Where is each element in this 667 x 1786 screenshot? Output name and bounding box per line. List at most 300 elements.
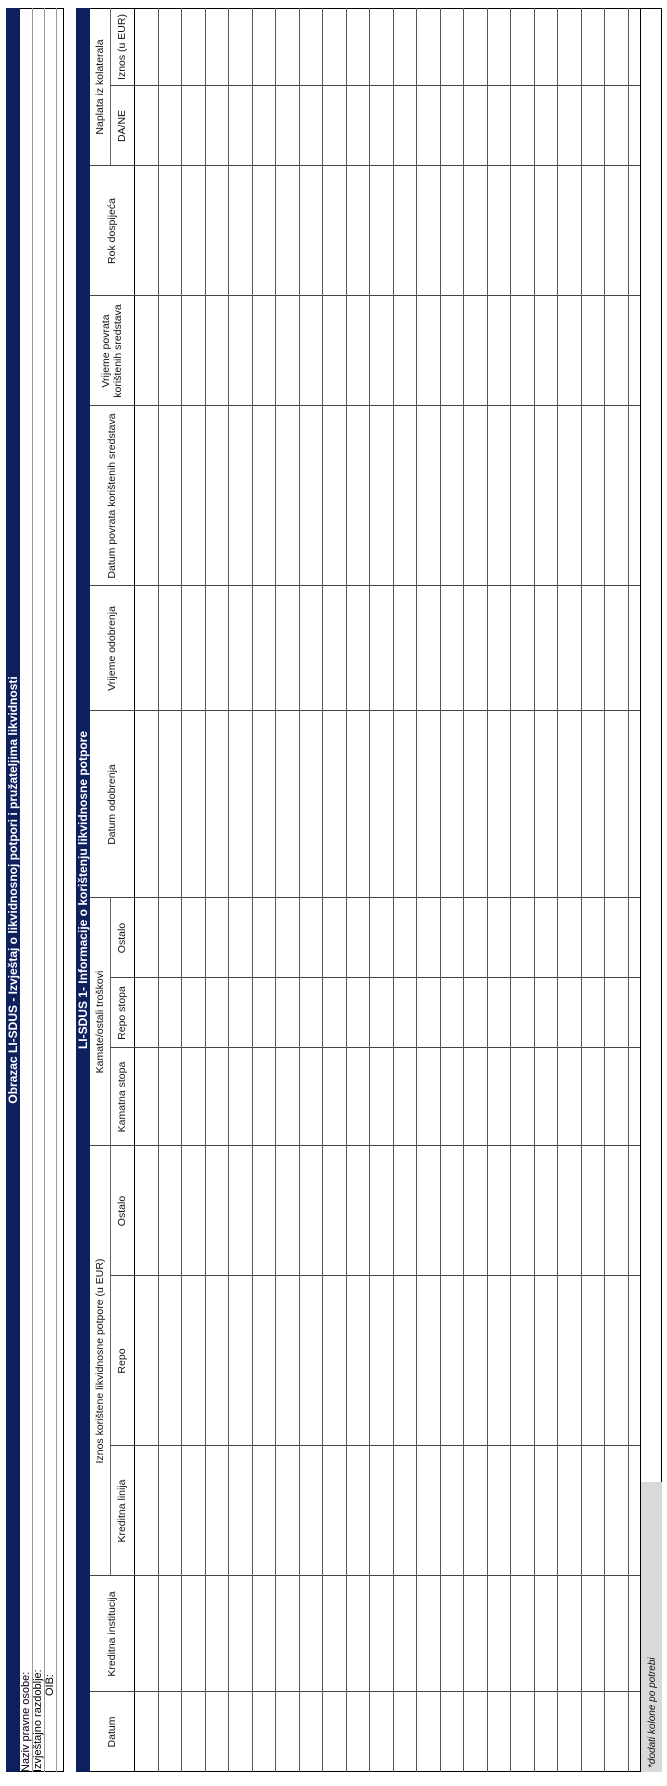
table-cell[interactable] <box>558 407 580 585</box>
table-cell[interactable] <box>488 1447 510 1575</box>
table-cell[interactable] <box>464 1577 486 1691</box>
table-cell[interactable] <box>229 1577 251 1691</box>
table-cell[interactable] <box>182 1447 204 1575</box>
table-cell[interactable] <box>370 297 392 405</box>
table-cell[interactable] <box>300 87 322 165</box>
table-cell[interactable] <box>276 1277 298 1445</box>
table-cell[interactable] <box>206 1049 228 1145</box>
table-cell[interactable] <box>582 712 604 897</box>
table-cell[interactable] <box>323 1277 345 1445</box>
table-cell[interactable] <box>488 1693 510 1771</box>
table-cell[interactable] <box>229 979 251 1047</box>
table-cell[interactable] <box>229 1447 251 1575</box>
table-cell[interactable] <box>159 1693 181 1771</box>
table-cell[interactable] <box>558 87 580 165</box>
table-cell[interactable] <box>394 1447 416 1575</box>
table-cell[interactable] <box>558 1577 580 1691</box>
table-cell[interactable] <box>441 87 463 165</box>
table-cell[interactable] <box>300 1277 322 1445</box>
table-cell[interactable] <box>159 407 181 585</box>
table-cell[interactable] <box>605 1577 627 1691</box>
table-cell[interactable] <box>582 407 604 585</box>
table-cell[interactable] <box>370 1277 392 1445</box>
table-cell[interactable] <box>558 1049 580 1145</box>
table-cell[interactable] <box>323 407 345 585</box>
table-cell[interactable] <box>441 587 463 710</box>
table-cell[interactable] <box>535 1049 557 1145</box>
table-cell[interactable] <box>582 1447 604 1575</box>
table-cell[interactable] <box>394 1277 416 1445</box>
table-cell[interactable] <box>347 1447 369 1575</box>
table-cell[interactable] <box>323 587 345 710</box>
table-cell[interactable] <box>394 1577 416 1691</box>
table-cell[interactable] <box>206 167 228 295</box>
table-cell[interactable] <box>135 297 157 405</box>
table-cell[interactable] <box>558 1147 580 1275</box>
table-cell[interactable] <box>370 899 392 977</box>
table-cell[interactable] <box>417 1693 439 1771</box>
table-cell[interactable] <box>206 87 228 165</box>
table-cell[interactable] <box>558 587 580 710</box>
table-cell[interactable] <box>511 1577 533 1691</box>
table-cell[interactable] <box>182 712 204 897</box>
table-cell[interactable] <box>464 1693 486 1771</box>
table-cell[interactable] <box>159 87 181 165</box>
table-cell[interactable] <box>206 9 228 85</box>
table-cell[interactable] <box>417 407 439 585</box>
table-cell[interactable] <box>253 979 275 1047</box>
table-cell[interactable] <box>253 899 275 977</box>
table-cell[interactable] <box>182 1577 204 1691</box>
table-cell[interactable] <box>394 87 416 165</box>
table-cell[interactable] <box>558 1277 580 1445</box>
table-cell[interactable] <box>464 407 486 585</box>
table-cell[interactable] <box>300 9 322 85</box>
table-cell[interactable] <box>229 712 251 897</box>
table-cell[interactable] <box>206 407 228 585</box>
table-cell[interactable] <box>253 297 275 405</box>
table-cell[interactable] <box>229 1693 251 1771</box>
table-cell[interactable] <box>206 1277 228 1445</box>
table-cell[interactable] <box>582 9 604 85</box>
table-cell[interactable] <box>253 167 275 295</box>
table-cell[interactable] <box>300 167 322 295</box>
table-cell[interactable] <box>276 167 298 295</box>
table-cell[interactable] <box>511 1693 533 1771</box>
table-cell[interactable] <box>276 9 298 85</box>
table-cell[interactable] <box>464 1277 486 1445</box>
table-cell[interactable] <box>276 1147 298 1275</box>
table-cell[interactable] <box>300 1693 322 1771</box>
table-cell[interactable] <box>394 407 416 585</box>
table-cell[interactable] <box>417 1447 439 1575</box>
table-cell[interactable] <box>276 87 298 165</box>
table-cell[interactable] <box>582 979 604 1047</box>
table-cell[interactable] <box>206 587 228 710</box>
table-cell[interactable] <box>582 1049 604 1145</box>
table-cell[interactable] <box>159 979 181 1047</box>
table-cell[interactable] <box>417 712 439 897</box>
table-cell[interactable] <box>206 712 228 897</box>
table-cell[interactable] <box>229 1277 251 1445</box>
table-cell[interactable] <box>276 1577 298 1691</box>
table-cell[interactable] <box>182 87 204 165</box>
table-cell[interactable] <box>394 979 416 1047</box>
table-cell[interactable] <box>558 712 580 897</box>
table-cell[interactable] <box>253 1147 275 1275</box>
table-cell[interactable] <box>511 297 533 405</box>
table-cell[interactable] <box>511 167 533 295</box>
table-cell[interactable] <box>511 9 533 85</box>
table-cell[interactable] <box>159 9 181 85</box>
table-cell[interactable] <box>229 407 251 585</box>
table-cell[interactable] <box>323 9 345 85</box>
table-cell[interactable] <box>370 979 392 1047</box>
table-cell[interactable] <box>276 712 298 897</box>
table-cell[interactable] <box>582 587 604 710</box>
table-cell[interactable] <box>182 979 204 1047</box>
table-cell[interactable] <box>206 899 228 977</box>
table-cell[interactable] <box>441 1447 463 1575</box>
table-cell[interactable] <box>441 979 463 1047</box>
table-cell[interactable] <box>441 297 463 405</box>
table-cell[interactable] <box>276 587 298 710</box>
table-cell[interactable] <box>394 9 416 85</box>
table-cell[interactable] <box>464 1147 486 1275</box>
table-cell[interactable] <box>347 587 369 710</box>
table-cell[interactable] <box>347 1577 369 1691</box>
table-cell[interactable] <box>370 1447 392 1575</box>
table-cell[interactable] <box>441 1693 463 1771</box>
table-cell[interactable] <box>488 9 510 85</box>
table-cell[interactable] <box>488 1049 510 1145</box>
table-cell[interactable] <box>347 167 369 295</box>
table-cell[interactable] <box>558 979 580 1047</box>
table-cell[interactable] <box>464 1447 486 1575</box>
table-cell[interactable] <box>135 87 157 165</box>
table-cell[interactable] <box>558 297 580 405</box>
table-cell[interactable] <box>582 1277 604 1445</box>
table-cell[interactable] <box>464 297 486 405</box>
table-cell[interactable] <box>370 87 392 165</box>
table-cell[interactable] <box>488 297 510 405</box>
table-cell[interactable] <box>253 1049 275 1145</box>
table-cell[interactable] <box>347 899 369 977</box>
table-cell[interactable] <box>417 297 439 405</box>
table-cell[interactable] <box>182 1693 204 1771</box>
table-cell[interactable] <box>558 1693 580 1771</box>
table-cell[interactable] <box>135 899 157 977</box>
table-cell[interactable] <box>511 712 533 897</box>
table-cell[interactable] <box>417 1147 439 1275</box>
table-cell[interactable] <box>347 1693 369 1771</box>
table-cell[interactable] <box>441 407 463 585</box>
table-cell[interactable] <box>159 899 181 977</box>
table-cell[interactable] <box>182 1049 204 1145</box>
table-cell[interactable] <box>347 297 369 405</box>
table-cell[interactable] <box>605 712 627 897</box>
table-cell[interactable] <box>605 9 627 85</box>
table-cell[interactable] <box>511 899 533 977</box>
table-cell[interactable] <box>488 587 510 710</box>
table-cell[interactable] <box>135 167 157 295</box>
table-cell[interactable] <box>488 87 510 165</box>
table-cell[interactable] <box>253 1577 275 1691</box>
table-cell[interactable] <box>135 587 157 710</box>
table-cell[interactable] <box>323 979 345 1047</box>
table-cell[interactable] <box>441 167 463 295</box>
table-cell[interactable] <box>159 297 181 405</box>
table-cell[interactable] <box>370 1049 392 1145</box>
table-cell[interactable] <box>511 407 533 585</box>
table-cell[interactable] <box>135 712 157 897</box>
table-cell[interactable] <box>276 1693 298 1771</box>
table-cell[interactable] <box>488 1277 510 1445</box>
table-cell[interactable] <box>229 899 251 977</box>
table-cell[interactable] <box>605 1447 627 1575</box>
table-cell[interactable] <box>300 1147 322 1275</box>
table-cell[interactable] <box>535 1277 557 1445</box>
table-cell[interactable] <box>511 1147 533 1275</box>
table-cell[interactable] <box>394 1049 416 1145</box>
table-cell[interactable] <box>300 979 322 1047</box>
table-cell[interactable] <box>535 1577 557 1691</box>
table-cell[interactable] <box>417 1049 439 1145</box>
table-cell[interactable] <box>370 1577 392 1691</box>
table-cell[interactable] <box>182 587 204 710</box>
table-cell[interactable] <box>605 167 627 295</box>
table-cell[interactable] <box>582 1577 604 1691</box>
table-cell[interactable] <box>558 1447 580 1575</box>
table-cell[interactable] <box>323 87 345 165</box>
table-cell[interactable] <box>441 9 463 85</box>
table-cell[interactable] <box>605 1693 627 1771</box>
table-cell[interactable] <box>605 297 627 405</box>
table-cell[interactable] <box>323 167 345 295</box>
info-value-naziv[interactable] <box>20 8 32 1672</box>
table-cell[interactable] <box>300 899 322 977</box>
table-cell[interactable] <box>135 1277 157 1445</box>
table-cell[interactable] <box>276 297 298 405</box>
table-cell[interactable] <box>605 979 627 1047</box>
table-cell[interactable] <box>394 297 416 405</box>
table-cell[interactable] <box>535 297 557 405</box>
table-cell[interactable] <box>206 1147 228 1275</box>
table-cell[interactable] <box>511 587 533 710</box>
table-cell[interactable] <box>253 1277 275 1445</box>
table-cell[interactable] <box>182 1277 204 1445</box>
table-cell[interactable] <box>135 1447 157 1575</box>
table-cell[interactable] <box>159 1147 181 1275</box>
table-cell[interactable] <box>417 587 439 710</box>
table-cell[interactable] <box>323 297 345 405</box>
table-cell[interactable] <box>276 979 298 1047</box>
table-cell[interactable] <box>229 297 251 405</box>
table-cell[interactable] <box>159 167 181 295</box>
table-cell[interactable] <box>135 1577 157 1691</box>
table-cell[interactable] <box>417 87 439 165</box>
table-cell[interactable] <box>511 1277 533 1445</box>
table-cell[interactable] <box>464 167 486 295</box>
table-cell[interactable] <box>276 1447 298 1575</box>
table-cell[interactable] <box>582 167 604 295</box>
table-cell[interactable] <box>182 9 204 85</box>
table-cell[interactable] <box>182 167 204 295</box>
table-cell[interactable] <box>370 1147 392 1275</box>
table-cell[interactable] <box>300 297 322 405</box>
table-cell[interactable] <box>605 1147 627 1275</box>
table-cell[interactable] <box>558 899 580 977</box>
table-cell[interactable] <box>206 1447 228 1575</box>
table-cell[interactable] <box>394 587 416 710</box>
table-cell[interactable] <box>253 1447 275 1575</box>
table-cell[interactable] <box>206 1577 228 1691</box>
table-cell[interactable] <box>582 297 604 405</box>
table-cell[interactable] <box>582 87 604 165</box>
table-cell[interactable] <box>159 712 181 897</box>
table-cell[interactable] <box>323 1049 345 1145</box>
table-cell[interactable] <box>417 899 439 977</box>
table-cell[interactable] <box>135 1049 157 1145</box>
table-cell[interactable] <box>535 899 557 977</box>
table-cell[interactable] <box>441 1049 463 1145</box>
table-cell[interactable] <box>300 587 322 710</box>
table-cell[interactable] <box>558 167 580 295</box>
table-cell[interactable] <box>159 1577 181 1691</box>
table-cell[interactable] <box>441 1147 463 1275</box>
table-cell[interactable] <box>535 9 557 85</box>
table-cell[interactable] <box>229 87 251 165</box>
table-cell[interactable] <box>135 1147 157 1275</box>
table-cell[interactable] <box>135 407 157 585</box>
table-cell[interactable] <box>464 87 486 165</box>
table-cell[interactable] <box>347 9 369 85</box>
table-cell[interactable] <box>417 979 439 1047</box>
table-cell[interactable] <box>206 297 228 405</box>
table-cell[interactable] <box>535 1147 557 1275</box>
table-cell[interactable] <box>417 9 439 85</box>
table-cell[interactable] <box>182 407 204 585</box>
table-cell[interactable] <box>347 712 369 897</box>
table-cell[interactable] <box>276 407 298 585</box>
table-cell[interactable] <box>159 1049 181 1145</box>
table-cell[interactable] <box>300 1577 322 1691</box>
table-cell[interactable] <box>464 587 486 710</box>
table-cell[interactable] <box>417 167 439 295</box>
table-cell[interactable] <box>441 1277 463 1445</box>
table-cell[interactable] <box>605 899 627 977</box>
table-cell[interactable] <box>488 979 510 1047</box>
table-cell[interactable] <box>535 979 557 1047</box>
table-cell[interactable] <box>300 1049 322 1145</box>
table-cell[interactable] <box>253 9 275 85</box>
table-cell[interactable] <box>582 1147 604 1275</box>
table-cell[interactable] <box>535 407 557 585</box>
table-cell[interactable] <box>488 1577 510 1691</box>
table-cell[interactable] <box>464 9 486 85</box>
table-cell[interactable] <box>253 87 275 165</box>
table-cell[interactable] <box>535 167 557 295</box>
table-cell[interactable] <box>511 979 533 1047</box>
table-cell[interactable] <box>347 1277 369 1445</box>
table-cell[interactable] <box>417 1577 439 1691</box>
table-cell[interactable] <box>229 587 251 710</box>
table-cell[interactable] <box>135 979 157 1047</box>
table-cell[interactable] <box>347 1147 369 1275</box>
table-cell[interactable] <box>511 1049 533 1145</box>
table-cell[interactable] <box>370 1693 392 1771</box>
table-cell[interactable] <box>605 87 627 165</box>
table-cell[interactable] <box>229 167 251 295</box>
table-cell[interactable] <box>464 979 486 1047</box>
table-cell[interactable] <box>535 587 557 710</box>
table-cell[interactable] <box>370 9 392 85</box>
table-cell[interactable] <box>229 9 251 85</box>
table-cell[interactable] <box>323 1447 345 1575</box>
table-cell[interactable] <box>253 587 275 710</box>
table-cell[interactable] <box>535 1693 557 1771</box>
table-cell[interactable] <box>535 1447 557 1575</box>
table-cell[interactable] <box>229 1049 251 1145</box>
table-cell[interactable] <box>159 1447 181 1575</box>
table-cell[interactable] <box>558 9 580 85</box>
table-cell[interactable] <box>347 407 369 585</box>
table-cell[interactable] <box>394 1693 416 1771</box>
table-cell[interactable] <box>182 1147 204 1275</box>
table-cell[interactable] <box>488 1147 510 1275</box>
table-cell[interactable] <box>417 1277 439 1445</box>
table-cell[interactable] <box>182 899 204 977</box>
table-cell[interactable] <box>159 1277 181 1445</box>
table-cell[interactable] <box>488 407 510 585</box>
table-cell[interactable] <box>370 587 392 710</box>
table-cell[interactable] <box>605 1277 627 1445</box>
table-cell[interactable] <box>159 587 181 710</box>
table-cell[interactable] <box>488 167 510 295</box>
table-cell[interactable] <box>300 1447 322 1575</box>
table-cell[interactable] <box>535 87 557 165</box>
table-cell[interactable] <box>300 407 322 585</box>
table-cell[interactable] <box>488 899 510 977</box>
table-cell[interactable] <box>206 979 228 1047</box>
table-cell[interactable] <box>276 899 298 977</box>
table-cell[interactable] <box>441 1577 463 1691</box>
table-cell[interactable] <box>464 899 486 977</box>
table-cell[interactable] <box>511 87 533 165</box>
table-cell[interactable] <box>206 1693 228 1771</box>
info-value-oib[interactable] <box>44 8 56 1672</box>
table-cell[interactable] <box>347 87 369 165</box>
table-cell[interactable] <box>582 1693 604 1771</box>
table-cell[interactable] <box>135 9 157 85</box>
table-cell[interactable] <box>229 1147 251 1275</box>
table-cell[interactable] <box>511 1447 533 1575</box>
table-cell[interactable] <box>394 167 416 295</box>
table-cell[interactable] <box>370 167 392 295</box>
table-cell[interactable] <box>323 712 345 897</box>
table-cell[interactable] <box>441 899 463 977</box>
table-cell[interactable] <box>605 1049 627 1145</box>
table-cell[interactable] <box>394 899 416 977</box>
table-cell[interactable] <box>394 712 416 897</box>
table-cell[interactable] <box>464 712 486 897</box>
table-cell[interactable] <box>276 1049 298 1145</box>
table-cell[interactable] <box>347 979 369 1047</box>
table-cell[interactable] <box>300 712 322 897</box>
table-cell[interactable] <box>370 407 392 585</box>
table-cell[interactable] <box>135 1693 157 1771</box>
table-cell[interactable] <box>441 712 463 897</box>
